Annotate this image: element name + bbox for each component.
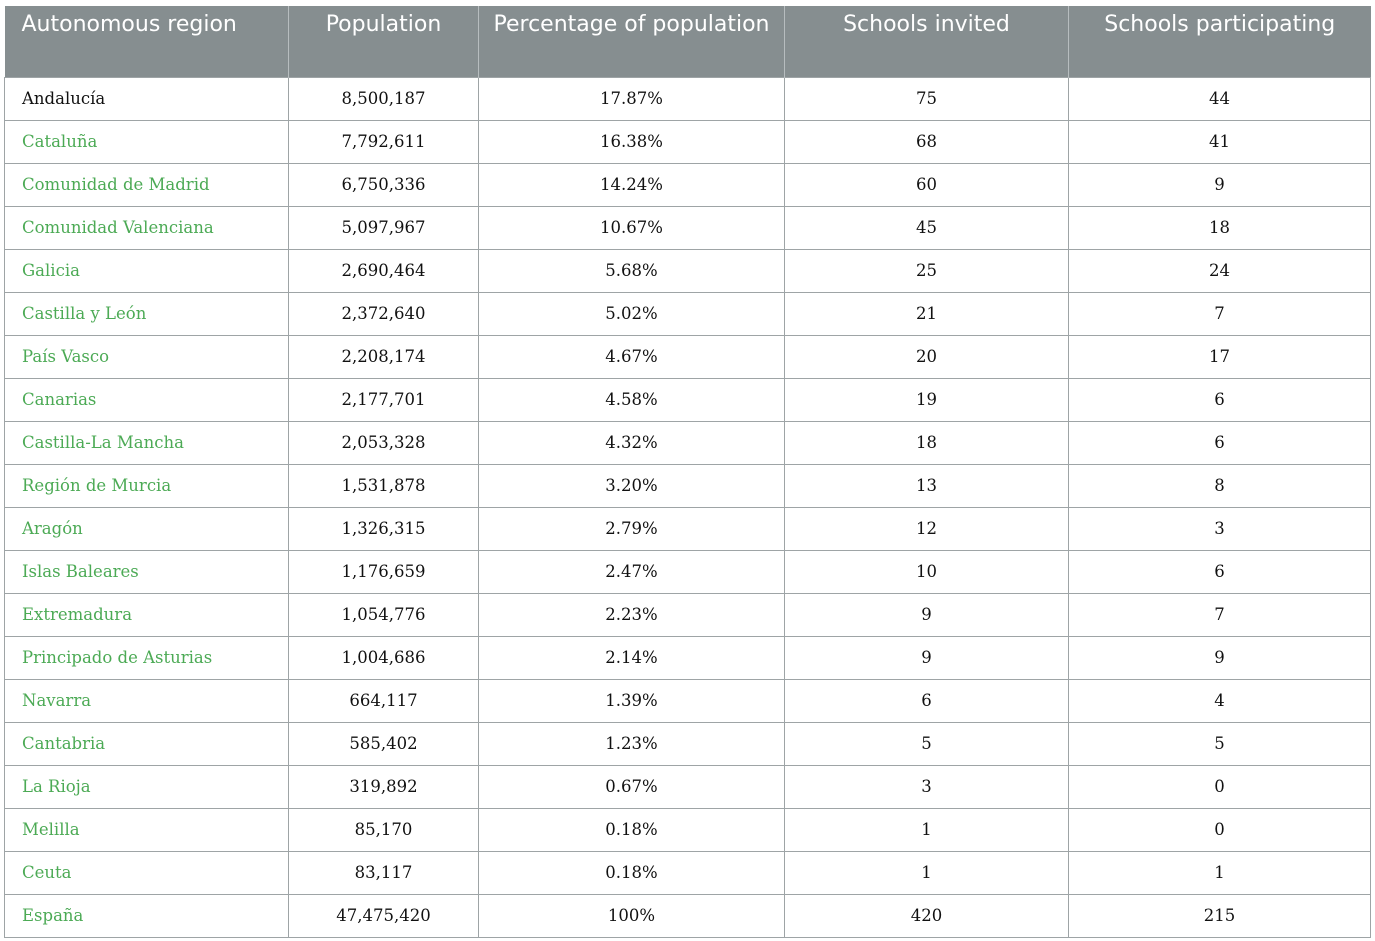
schools-participating-cell: 7 <box>1069 593 1371 636</box>
percentage-cell: 0.18% <box>479 851 785 894</box>
percentage-cell: 17.87% <box>479 77 785 120</box>
population-cell: 5,097,967 <box>289 206 479 249</box>
region-cell: Melilla <box>5 808 289 851</box>
population-cell: 2,053,328 <box>289 421 479 464</box>
table-row <box>5 421 1371 464</box>
region-cell: Comunidad de Madrid <box>5 163 289 206</box>
schools-participating-cell: 6 <box>1069 550 1371 593</box>
table-row <box>5 292 1371 335</box>
schools-participating-cell: 44 <box>1069 77 1371 120</box>
percentage-cell: 4.32% <box>479 421 785 464</box>
header-percentage-of-population: Percentage of population <box>479 6 785 77</box>
schools-invited-cell: 25 <box>785 249 1069 292</box>
population-cell: 85,170 <box>289 808 479 851</box>
table-row <box>5 808 1371 851</box>
table-row <box>5 464 1371 507</box>
schools-invited-cell: 12 <box>785 507 1069 550</box>
region-cell: Comunidad Valenciana <box>5 206 289 249</box>
region-cell: Cantabria <box>5 722 289 765</box>
percentage-cell: 2.14% <box>479 636 785 679</box>
population-cell: 319,892 <box>289 765 479 808</box>
schools-participating-cell: 7 <box>1069 292 1371 335</box>
schools-participating-cell: 17 <box>1069 335 1371 378</box>
schools-participating-cell: 4 <box>1069 679 1371 722</box>
region-cell: Navarra <box>5 679 289 722</box>
percentage-cell: 5.68% <box>479 249 785 292</box>
schools-invited-cell: 75 <box>785 77 1069 120</box>
schools-invited-cell: 6 <box>785 679 1069 722</box>
schools-invited-cell: 18 <box>785 421 1069 464</box>
table-header <box>5 6 1371 77</box>
schools-invited-cell: 1 <box>785 808 1069 851</box>
population-cell: 2,372,640 <box>289 292 479 335</box>
region-cell: Cataluña <box>5 120 289 163</box>
population-cell: 1,176,659 <box>289 550 479 593</box>
region-cell: Islas Baleares <box>5 550 289 593</box>
schools-participating-cell: 3 <box>1069 507 1371 550</box>
header-autonomous-region: Autonomous region <box>5 6 289 77</box>
population-cell: 1,004,686 <box>289 636 479 679</box>
schools-invited-cell: 1 <box>785 851 1069 894</box>
schools-invited-cell: 45 <box>785 206 1069 249</box>
table-row <box>5 851 1371 894</box>
schools-participating-cell: 24 <box>1069 249 1371 292</box>
schools-invited-cell: 68 <box>785 120 1069 163</box>
table-body <box>5 77 1371 937</box>
header-schools-participating: Schools participating <box>1069 6 1371 77</box>
region-cell: Principado de Asturias <box>5 636 289 679</box>
table-row <box>5 163 1371 206</box>
schools-participating-cell: 9 <box>1069 163 1371 206</box>
table-row <box>5 593 1371 636</box>
header-population: Population <box>289 6 479 77</box>
percentage-cell: 1.39% <box>479 679 785 722</box>
population-cell: 47,475,420 <box>289 894 479 937</box>
population-cell: 1,326,315 <box>289 507 479 550</box>
schools-invited-cell: 5 <box>785 722 1069 765</box>
schools-participating-cell: 0 <box>1069 765 1371 808</box>
percentage-cell: 2.47% <box>479 550 785 593</box>
schools-participating-cell: 9 <box>1069 636 1371 679</box>
schools-invited-cell: 10 <box>785 550 1069 593</box>
region-cell: Galicia <box>5 249 289 292</box>
population-cell: 2,690,464 <box>289 249 479 292</box>
table-row <box>5 206 1371 249</box>
schools-invited-cell: 13 <box>785 464 1069 507</box>
region-cell: Canarias <box>5 378 289 421</box>
table-row <box>5 765 1371 808</box>
schools-invited-cell: 21 <box>785 292 1069 335</box>
population-cell: 7,792,611 <box>289 120 479 163</box>
region-cell: Aragón <box>5 507 289 550</box>
header-schools-invited: Schools invited <box>785 6 1069 77</box>
region-cell: La Rioja <box>5 765 289 808</box>
region-cell: Región de Murcia <box>5 464 289 507</box>
population-cell: 585,402 <box>289 722 479 765</box>
schools-by-region-table <box>4 6 1371 938</box>
table-row <box>5 249 1371 292</box>
table-row <box>5 77 1371 120</box>
schools-participating-cell: 18 <box>1069 206 1371 249</box>
schools-invited-cell: 420 <box>785 894 1069 937</box>
population-cell: 664,117 <box>289 679 479 722</box>
region-cell: País Vasco <box>5 335 289 378</box>
schools-invited-cell: 60 <box>785 163 1069 206</box>
percentage-cell: 2.79% <box>479 507 785 550</box>
region-cell: España <box>5 894 289 937</box>
region-cell: Extremadura <box>5 593 289 636</box>
region-cell: Castilla-La Mancha <box>5 421 289 464</box>
schools-invited-cell: 3 <box>785 765 1069 808</box>
schools-participating-cell: 6 <box>1069 421 1371 464</box>
percentage-cell: 2.23% <box>479 593 785 636</box>
schools-participating-cell: 0 <box>1069 808 1371 851</box>
population-cell: 1,054,776 <box>289 593 479 636</box>
table-row <box>5 378 1371 421</box>
schools-invited-cell: 9 <box>785 636 1069 679</box>
population-cell: 6,750,336 <box>289 163 479 206</box>
percentage-cell: 4.67% <box>479 335 785 378</box>
population-cell: 2,208,174 <box>289 335 479 378</box>
percentage-cell: 5.02% <box>479 292 785 335</box>
region-cell: Ceuta <box>5 851 289 894</box>
table-row <box>5 636 1371 679</box>
percentage-cell: 0.18% <box>479 808 785 851</box>
percentage-cell: 3.20% <box>479 464 785 507</box>
region-cell: Castilla y León <box>5 292 289 335</box>
header-row <box>5 6 1371 77</box>
region-cell: Andalucía <box>5 77 289 120</box>
schools-invited-cell: 9 <box>785 593 1069 636</box>
table-row <box>5 335 1371 378</box>
table-row <box>5 550 1371 593</box>
schools-participating-cell: 41 <box>1069 120 1371 163</box>
table-row <box>5 507 1371 550</box>
table-row <box>5 894 1371 937</box>
percentage-cell: 1.23% <box>479 722 785 765</box>
schools-participating-cell: 6 <box>1069 378 1371 421</box>
table-row <box>5 120 1371 163</box>
population-cell: 1,531,878 <box>289 464 479 507</box>
percentage-cell: 10.67% <box>479 206 785 249</box>
table-row <box>5 722 1371 765</box>
percentage-cell: 16.38% <box>479 120 785 163</box>
schools-invited-cell: 20 <box>785 335 1069 378</box>
population-cell: 83,117 <box>289 851 479 894</box>
schools-participating-cell: 215 <box>1069 894 1371 937</box>
table-row <box>5 679 1371 722</box>
percentage-cell: 4.58% <box>479 378 785 421</box>
percentage-cell: 0.67% <box>479 765 785 808</box>
percentage-cell: 100% <box>479 894 785 937</box>
schools-participating-cell: 8 <box>1069 464 1371 507</box>
population-cell: 8,500,187 <box>289 77 479 120</box>
schools-participating-cell: 1 <box>1069 851 1371 894</box>
population-cell: 2,177,701 <box>289 378 479 421</box>
schools-invited-cell: 19 <box>785 378 1069 421</box>
schools-participating-cell: 5 <box>1069 722 1371 765</box>
percentage-cell: 14.24% <box>479 163 785 206</box>
